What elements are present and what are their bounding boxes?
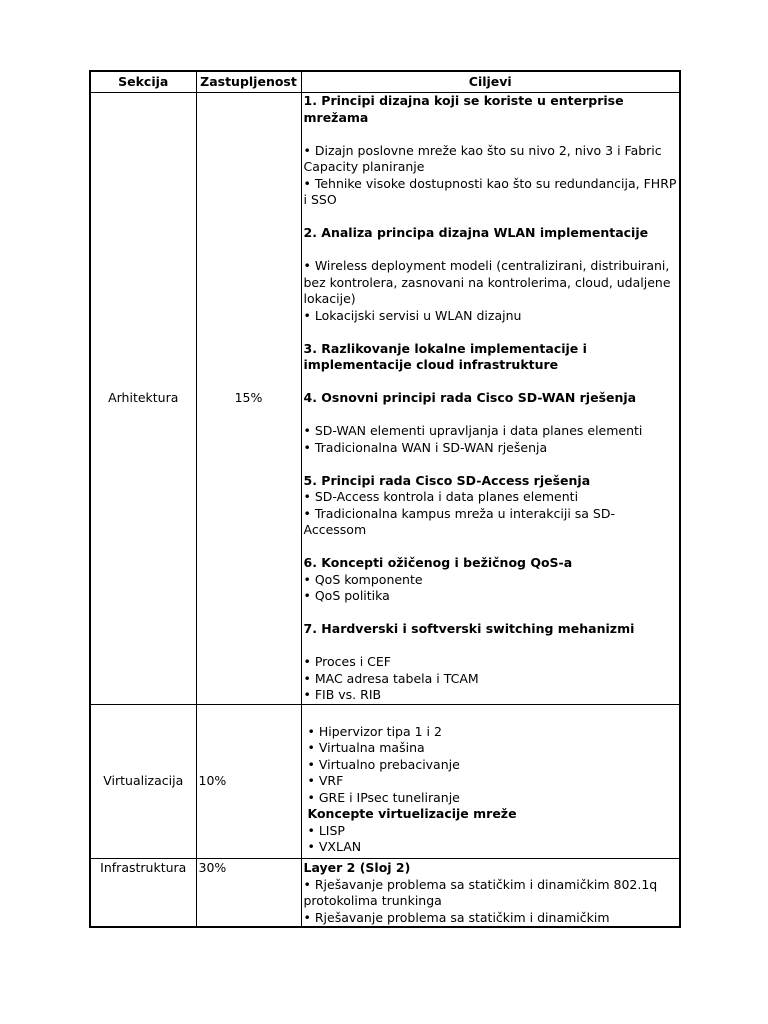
objective-bullet: • VRF — [307, 773, 344, 789]
objective-heading: 5. Principi rada Cisco SD-Access rješenja — [303, 472, 591, 488]
objective-bullet: • FIB vs. RIB — [303, 687, 382, 703]
spacer — [304, 126, 678, 143]
objective-bullet: • QoS politika — [303, 588, 390, 604]
spacer — [304, 374, 678, 391]
objective-bullet: • Tradicionalna kampus mreža u interakciji sa SD-Accessom — [303, 505, 615, 538]
objective-bullet: • Rješavanje problema sa statičkim i dinamičkim 802.1q protokolima trunkinga — [303, 876, 658, 908]
spacer — [304, 539, 678, 556]
table-row-infrastruktura — [90, 859, 680, 928]
section-cell: Virtualizacija — [90, 705, 196, 859]
objective-heading: 2. Analiza principa dizajna WLAN implementacije — [303, 225, 649, 241]
exam-topics-table — [89, 70, 681, 928]
objective-bullet: • GRE i IPsec tuneliranje — [307, 789, 460, 805]
header-share: Zastupljenost — [196, 71, 301, 93]
objective-heading: Layer 2 (Sloj 2) — [303, 860, 411, 875]
objective-bullet: • MAC adresa tabela i TCAM — [303, 670, 479, 686]
objective-bullet: • Virtualno prebacivanje — [307, 756, 460, 772]
spacer — [304, 638, 678, 655]
objective-heading: 7. Hardverski i softverski switching mehanizmi — [303, 621, 635, 637]
share-cell: 15% — [196, 93, 301, 705]
spacer — [304, 324, 678, 341]
spacer — [304, 456, 678, 473]
spacer — [304, 605, 678, 622]
objective-bullet: • SD-WAN elementi upravljanja i data planes elementi — [303, 423, 643, 439]
objective-heading: Koncepte virtuelizacije mreže — [307, 806, 517, 822]
objective-heading: 6. Koncepti ožičenog i bežičnog QoS-a — [303, 555, 573, 571]
objective-bullet: • Rješavanje problema sa statičkim i dinamičkim — [303, 909, 610, 925]
header-objectives: Ciljevi — [301, 71, 680, 93]
table-row-virtualizacija — [90, 705, 680, 859]
objectives-cell — [301, 859, 680, 928]
objectives-cell — [301, 93, 680, 705]
table-header-row — [90, 71, 680, 93]
objective-bullet: • Tehnike visoke dostupnosti kao što su redundancija, FHRP i SSO — [303, 175, 677, 208]
table-row-arhitektura — [90, 93, 680, 705]
objective-bullet: • QoS komponente — [303, 571, 423, 587]
section-cell: Infrastruktura — [90, 859, 196, 928]
objective-bullet: • VXLAN — [307, 839, 362, 855]
objective-heading: 1. Principi dizajna koji se koriste u enterprise mrežama — [303, 93, 624, 125]
objective-bullet: • SD-Access kontrola i data planes elementi — [303, 489, 579, 505]
objective-heading: 3. Razlikovanje lokalne implementacije i implementacije cloud infrastrukture — [303, 340, 587, 373]
spacer — [304, 209, 678, 226]
objective-bullet: • Lokacijski servisi u WLAN dizajnu — [303, 307, 522, 323]
objectives-cell — [301, 705, 680, 859]
header-section: Sekcija — [90, 71, 196, 93]
objective-bullet: • Hipervizor tipa 1 i 2 — [307, 723, 442, 739]
objective-bullet: • LISP — [307, 822, 345, 838]
spacer — [304, 242, 678, 259]
share-cell: 10% — [196, 705, 301, 859]
section-cell: Arhitektura — [90, 93, 196, 705]
objective-bullet: • Wireless deployment modeli (centralizirani, distribuirani, bez kontrolera, zasnovani na kontrolerima, cloud, udaljene lokacije) — [303, 258, 671, 307]
objective-bullet: • Dizajn poslovne mreže kao što su nivo 2, nivo 3 i Fabric Capacity planiranje — [303, 142, 662, 175]
share-cell: 30% — [196, 859, 301, 928]
spacer — [304, 707, 678, 724]
objective-bullet: • Virtualna mašina — [307, 740, 425, 756]
spacer — [304, 407, 678, 424]
objective-bullet: • Tradicionalna WAN i SD-WAN rješenja — [303, 439, 548, 455]
objective-heading: 4. Osnovni principi rada Cisco SD-WAN rješenja — [303, 390, 637, 406]
objective-bullet: • Proces i CEF — [303, 654, 391, 670]
